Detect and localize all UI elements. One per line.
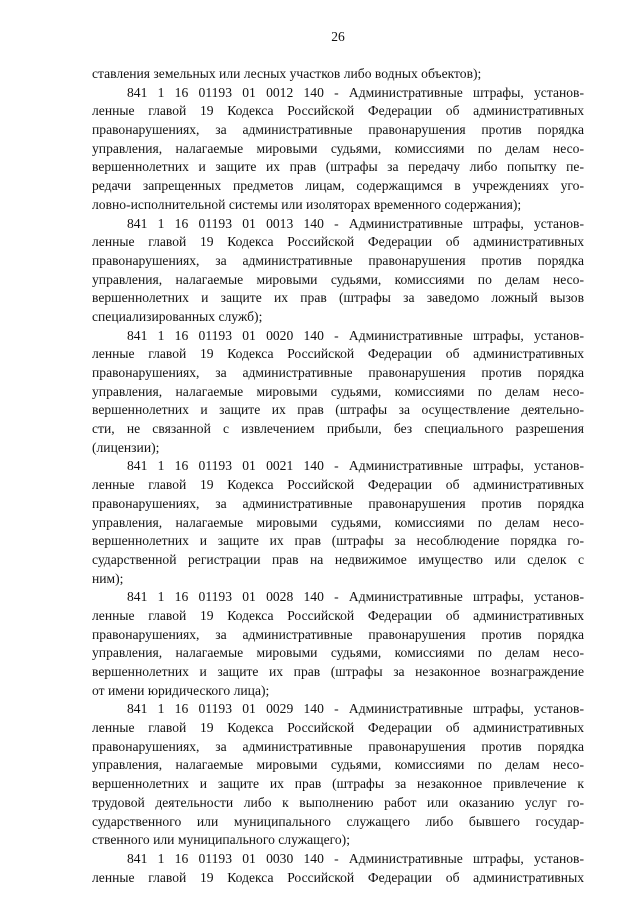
text-line: вершеннолетних и защите их прав (штрафы за осуществление деятельно- — [92, 402, 584, 418]
text-line: ленные главой 19 Кодекса Российской Федерации об административных — [92, 234, 584, 250]
text-line: правонарушениях, за административные правонарушения против порядка — [92, 252, 584, 268]
text-line: 841 1 16 01193 01 0021 140 - Административные штрафы, установ- — [127, 458, 584, 474]
text-line: правонарушениях, за административные правонарушения против порядка — [92, 495, 584, 511]
text-line: ственного или муниципального служащего); — [92, 832, 350, 848]
text-line: ленные главой 19 Кодекса Российской Федерации об административных — [92, 346, 584, 362]
text-line: вершеннолетних и защите их прав (штрафы за передачу либо попытку пе- — [92, 159, 584, 175]
text-line: сударственной регистрации прав на недвижимое имущество или сделок с — [92, 551, 584, 567]
text-line: сударственного или муниципального служащего либо бывшего государ- — [92, 813, 584, 829]
text-line: от имени юридического лица); — [92, 682, 270, 698]
text-line: правонарушениях, за административные правонарушения против порядка — [92, 365, 584, 380]
text-line: вершеннолетних и защите их прав (штрафы за несоблюдение порядка го- — [92, 533, 584, 549]
text-line: ленные главой 19 Кодекса Российской Федерации об административных — [92, 607, 584, 623]
text-line: вершеннолетних и защите их прав (штрафы за заведомо ложный вызов — [92, 290, 584, 306]
page-number: 26 — [331, 29, 345, 44]
text-line: управления, налагаемые мировыми судьями, комиссиями по делам несо- — [92, 140, 584, 156]
text-line: ленные главой 19 Кодекса Российской Федерации об административных — [92, 103, 584, 119]
text-line: правонарушениях, за административные правонарушения против порядка — [92, 122, 584, 138]
text-line: ленные главой 19 Кодекса Российской Федерации об административных — [92, 720, 584, 736]
text-line: 841 1 16 01193 01 0020 140 - Административные штрафы, установ- — [127, 327, 584, 343]
text-line: ловно-исполнительной системы или изоляторах временного содержания); — [92, 196, 522, 212]
text-line: (лицензии); — [92, 439, 160, 455]
text-line: ленные главой 19 Кодекса Российской Федерации об административных — [92, 477, 584, 493]
text-line: ленные главой 19 Кодекса Российской Федерации об административных — [92, 869, 584, 885]
text-line: ним); — [92, 570, 124, 586]
text-line: управления, налагаемые мировыми судьями, комиссиями по делам несо- — [92, 514, 584, 530]
text-line: 841 1 16 01193 01 0012 140 - Административные штрафы, установ- — [127, 84, 584, 100]
text-line: 841 1 16 01193 01 0013 140 - Административные штрафы, установ- — [127, 215, 584, 231]
text-line: 841 1 16 01193 01 0029 140 - Административные штрафы, установ- — [127, 701, 584, 717]
text-line: управления, налагаемые мировыми судьями, комиссиями по делам несо- — [92, 271, 584, 287]
text-line: правонарушениях, за административные правонарушения против порядка — [92, 626, 584, 642]
text-line: вершеннолетних и защите их прав (штрафы за незаконное привлечение к — [92, 776, 584, 792]
text-line: ставления земельных или лесных участков либо водных объектов); — [92, 66, 482, 81]
text-line: управления, налагаемые мировыми судьями, комиссиями по делам несо- — [92, 383, 584, 399]
document-page — [92, 28, 584, 887]
text-line: 841 1 16 01193 01 0028 140 - Административные штрафы, установ- — [127, 589, 584, 605]
text-line: трудовой деятельности либо к выполнению работ или оказанию услуг го- — [92, 794, 584, 810]
text-line: специализированных служб); — [92, 308, 263, 324]
text-line: вершеннолетних и защите их прав (штрафы за незаконное вознаграждение — [92, 664, 584, 679]
text-line: управления, налагаемые мировыми судьями, комиссиями по делам несо- — [92, 757, 584, 773]
text-line: редачи запрещенных предметов лицам, содержащимся в учреждениях уго- — [92, 178, 584, 194]
text-line: 841 1 16 01193 01 0030 140 - Административные штрафы, установ- — [127, 850, 584, 866]
text-line: сти, не связанной с извлечением прибыли, без специального разрешения — [92, 421, 584, 437]
text-line: правонарушениях, за административные правонарушения против порядка — [92, 738, 584, 754]
text-line: управления, налагаемые мировыми судьями, комиссиями по делам несо- — [92, 645, 584, 661]
